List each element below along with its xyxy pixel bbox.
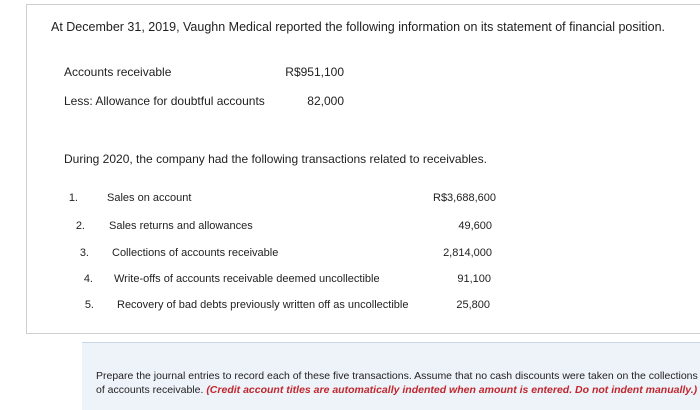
- instructions-note: (Credit account titles are automatically indented when amount is entered. Do not indent manually.): [206, 384, 698, 396]
- transaction-description: Sales on account: [107, 192, 192, 204]
- instructions-line-2: [96, 383, 698, 397]
- instructions-text: [96, 369, 698, 397]
- transaction-number: 5.: [84, 299, 94, 311]
- transaction-description: Write-offs of accounts receivable deemed uncollectible: [114, 273, 380, 285]
- transaction-amount: 2,814,000: [443, 247, 492, 259]
- accounts-receivable-value: R$951,100: [285, 65, 344, 79]
- transaction-number: 2.: [75, 220, 85, 232]
- transaction-description: Sales returns and allowances: [109, 220, 253, 232]
- instructions-line-1: Prepare the journal entries to record each of these five transactions. Assume that no cash discounts were taken on the collections: [96, 370, 698, 382]
- during-text: During 2020, the company had the following transactions related to receivables.: [64, 152, 487, 166]
- allowance-label: Less: Allowance for doubtful accounts: [64, 94, 265, 108]
- transaction-number: 4.: [83, 273, 93, 285]
- transaction-amount: 25,800: [456, 299, 490, 311]
- transaction-amount: 49,600: [458, 220, 492, 232]
- transaction-amount: 91,100: [457, 273, 491, 285]
- transaction-number: 3.: [79, 247, 89, 259]
- intro-text: At December 31, 2019, Vaughn Medical reported the following information on its statement of financial position.: [51, 20, 666, 34]
- instructions-line-2-text: of accounts receivable.: [96, 384, 207, 396]
- transaction-description: Collections of accounts receivable: [112, 247, 279, 259]
- accounts-receivable-label: Accounts receivable: [64, 65, 172, 79]
- instructions-box: [82, 342, 700, 410]
- allowance-value: 82,000: [307, 94, 344, 108]
- transaction-description: Recovery of bad debts previously written off as uncollectible: [117, 299, 409, 311]
- transaction-number: 1.: [68, 192, 78, 204]
- transaction-amount: R$3,688,600: [433, 192, 496, 204]
